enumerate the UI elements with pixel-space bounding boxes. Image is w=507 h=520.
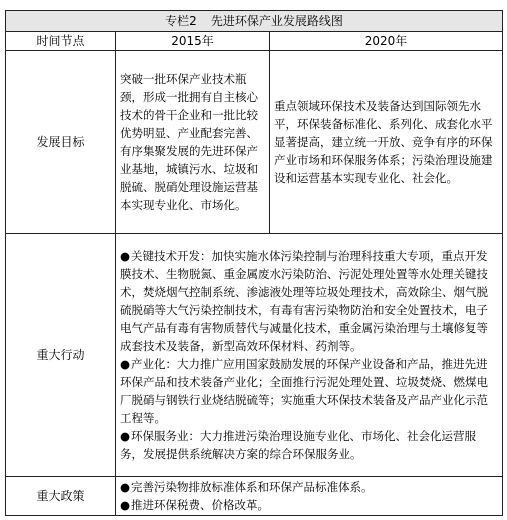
caption-number: 专栏2 xyxy=(165,14,197,28)
action-item-services xyxy=(120,427,498,463)
policy-row xyxy=(6,477,503,516)
bullet-icon: ● xyxy=(120,498,131,512)
policy-cell xyxy=(116,477,503,516)
actions-label: 重大行动 xyxy=(6,234,116,477)
goals-2020-cell: 重点领域环保技术及装备达到国际领先水平，环保装备标准化、系列化、成套化水平显著提高，建立统一开放、竞争有序的环保产业市场和环保服务体系；污染治理设施建设和运营基本实现专业化、社会化。 xyxy=(270,51,503,234)
policy-item xyxy=(120,496,498,514)
header-time-node: 时间节点 xyxy=(6,32,116,51)
policy-label: 重大政策 xyxy=(6,477,116,516)
action-text: 产业化：大力推广应用国家鼓励发展的环保产业设备和产品，推进先进环保产品和技术装备产业化；全面推行污泥处理处置、垃圾焚烧、燃煤电厂脱硝与钢铁行业烧结脱硫等；实施重大环保技术装备及产品产业化示范工程等。 xyxy=(120,357,488,425)
goals-2015-cell: 突破一批环保产业技术瓶颈，形成一批拥有自主核心技术的骨干企业和一批比较优势明显、产业配套完善、有序集聚发展的先进环保产业基地，城镇污水、垃圾和脱硫、脱硝处理设施运营基本实现专业化、市场化。 xyxy=(116,51,270,234)
action-item-key-tech xyxy=(120,247,498,355)
caption-title: 先进环保产业发展路线图 xyxy=(210,14,343,28)
bullet-icon: ● xyxy=(120,357,131,371)
header-2015: 2015年 xyxy=(116,32,270,51)
bullet-icon: ● xyxy=(120,480,131,494)
actions-cell xyxy=(116,234,503,477)
table-caption xyxy=(6,11,503,32)
roadmap-table xyxy=(5,10,503,516)
header-row xyxy=(6,32,503,51)
action-text: 关键技术开发：加快实施水体污染控制与治理科技重大专项，重点开发膜技术、生物脱氮、重金属废水污染防治、污泥处理处置等水处理关键技术，焚烧烟气控制系统、渗滤液处理等垃圾处理技术，高效除尘、烟气脱硫脱硝等大气污染控制技术，有毒有害污染物防治和安全处置技术，电子电气产品有毒有害物质替代与减量化技术，重金属污染治理与土壤修复等成套技术及装备，新型高效环保材料、药剂等。 xyxy=(120,249,488,353)
header-2020: 2020年 xyxy=(270,32,503,51)
goals-row xyxy=(6,51,503,234)
goals-label: 发展目标 xyxy=(6,51,116,234)
table-caption-row xyxy=(6,11,503,32)
action-text: 环保服务业：大力推进污染治理设施专业化、市场化、社会化运营服务，发展提供系统解决方案的综合环保服务业。 xyxy=(120,429,477,461)
bullet-icon: ● xyxy=(120,429,131,443)
bullet-icon: ● xyxy=(120,249,131,263)
policy-item xyxy=(120,478,498,496)
action-item-industrialization xyxy=(120,355,498,427)
policy-text: 推进环保税费、价格改革。 xyxy=(131,498,270,512)
actions-row xyxy=(6,234,503,477)
policy-text: 完善污染物排放标准体系和环保产品标准体系。 xyxy=(131,480,373,494)
